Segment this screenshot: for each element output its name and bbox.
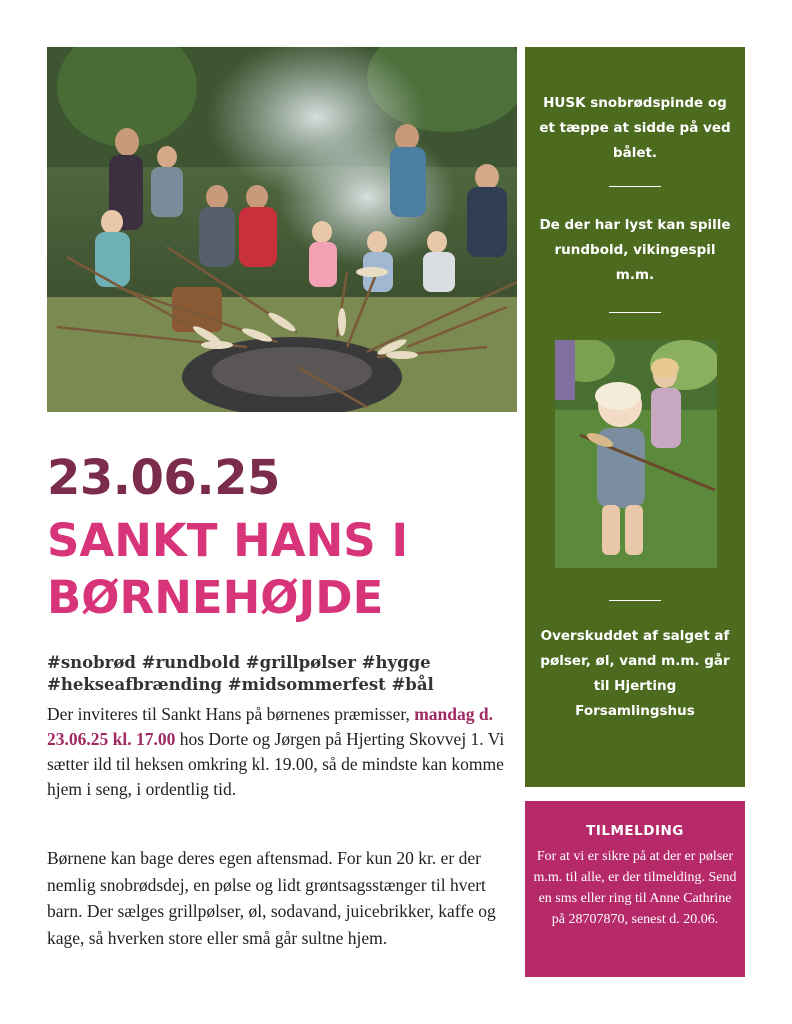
event-title bbox=[47, 512, 408, 626]
info-sidebar bbox=[525, 47, 745, 787]
hashtags-line-2: #hekseafbrænding #midsommerfest #bål bbox=[47, 675, 434, 694]
divider bbox=[609, 186, 661, 187]
bonfire-photo bbox=[47, 47, 517, 412]
signup-heading: TILMELDING bbox=[586, 823, 684, 839]
intro-text-2: hos Dorte og Jørgen på Hjerting Skovvej 1. Vi sætter ild til heksen omkring kl. 19.00, så de mindste kan komme hjem i seng, i ordentlig tid. bbox=[47, 729, 505, 799]
divider bbox=[609, 312, 661, 313]
divider bbox=[609, 600, 661, 601]
title-line-2: BØRNEHØJDE bbox=[47, 571, 384, 624]
signup-box bbox=[525, 801, 745, 977]
title-line-1: SANKT HANS I bbox=[47, 514, 409, 567]
games-text: De der har lyst kan spille rundbold, vikingespil m.m. bbox=[539, 217, 731, 283]
reminder-text: HUSK snobrødspinde og et tæppe at sidde på ved bålet. bbox=[539, 95, 731, 161]
child-with-snobread-photo bbox=[555, 340, 717, 568]
intro-paragraph bbox=[47, 702, 507, 802]
intro-text-1: Der inviteres til Sankt Hans på børnenes præmisser, bbox=[47, 704, 415, 724]
details-paragraph: Børnene kan bage deres egen aftensmad. For kun 20 kr. er der nemlig snobrødsdej, en pølse og lidt grøntsagsstænger til hvert barn. Der sælges grillpølser, øl, sodavand, juicebrikker, kaffe og kage, så hverken store eller små går sultne hjem. bbox=[47, 848, 496, 948]
hashtags-line-1: #snobrød #rundbold #grillpølser #hygge bbox=[47, 653, 431, 672]
intro-date-highlight: mandag d. 23.06.25 kl. 17.00 bbox=[47, 704, 493, 749]
event-date: 23.06.25 bbox=[47, 450, 280, 506]
hashtags bbox=[47, 652, 487, 696]
signup-text: For at vi er sikre på at der er pølser m.m. til alle, er der tilmelding. Send en sms eller ring til Anne Cathrine på 28707870, senest d. 20.06. bbox=[533, 849, 737, 927]
surplus-text: Overskuddet af salget af pølser, øl, vand m.m. går til Hjerting Forsamlingshus bbox=[540, 628, 730, 719]
